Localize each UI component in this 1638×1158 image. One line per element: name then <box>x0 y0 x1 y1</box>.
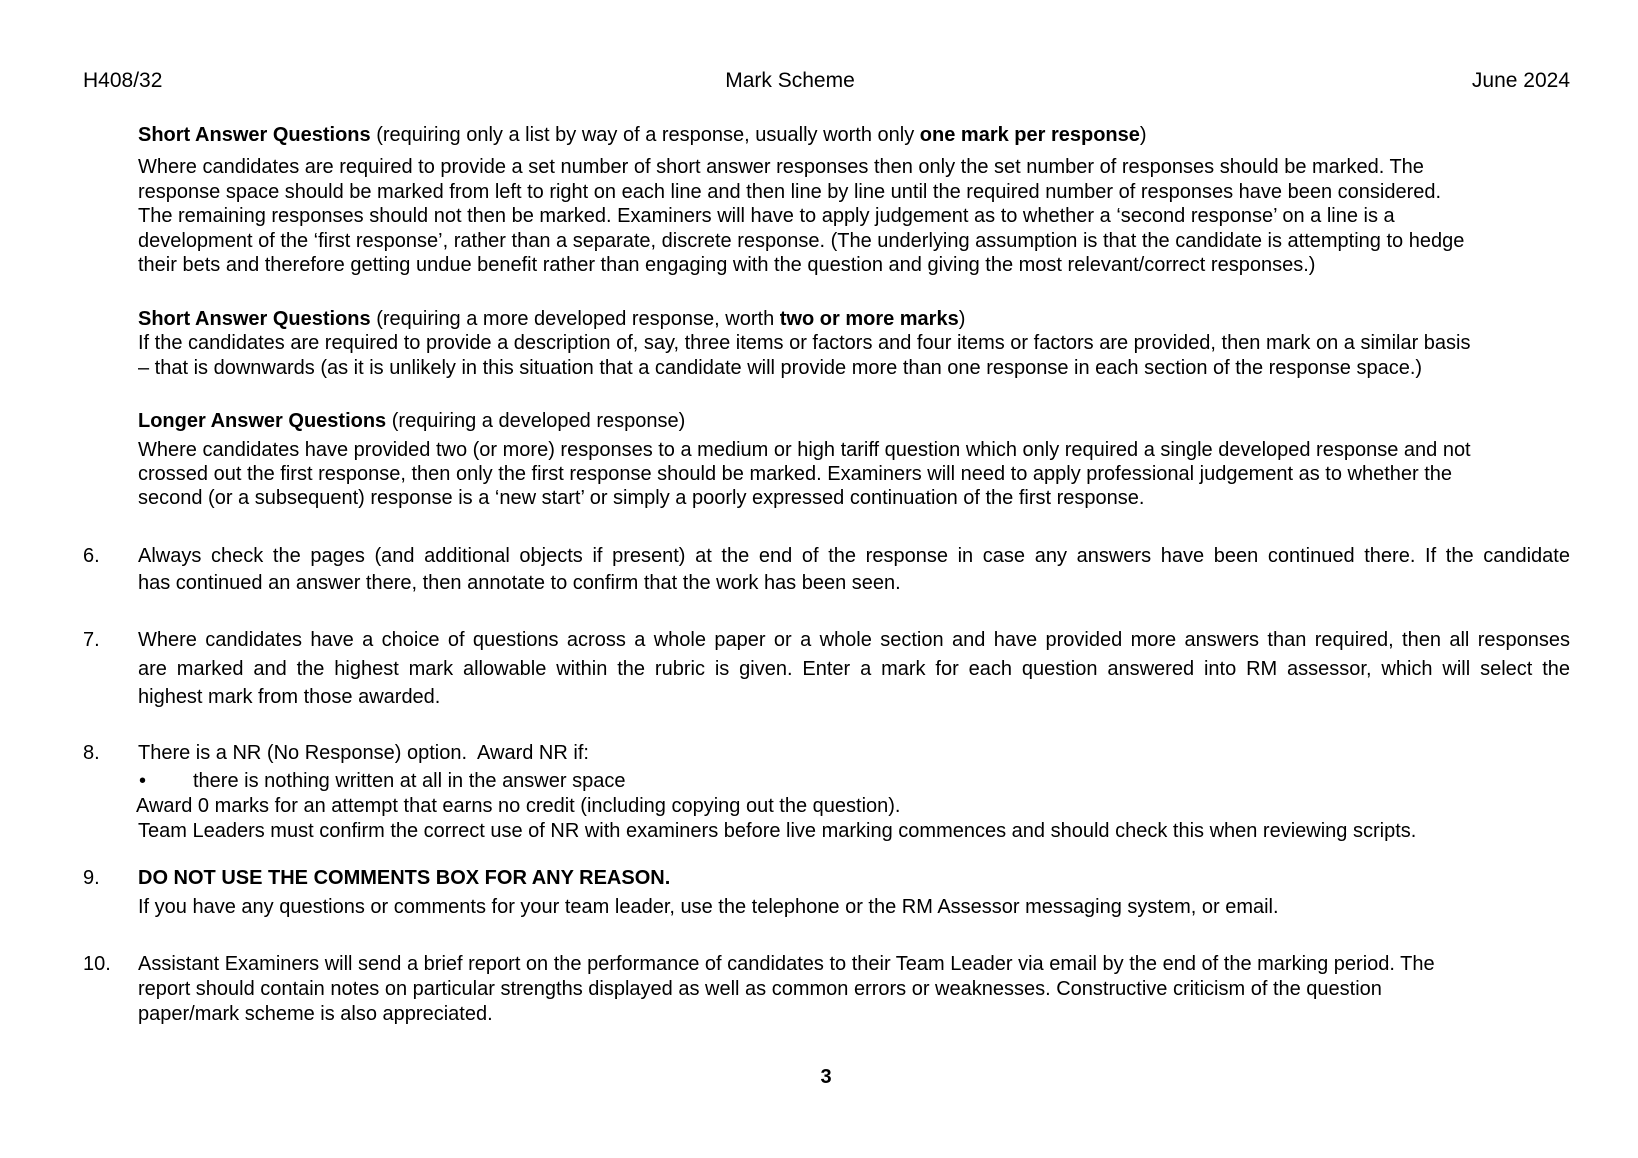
page-number: 3 <box>820 1066 832 1088</box>
saq-developed-paragraph-line: – that is downwards (as it is unlikely in this situation that a candidate will provide more than one response in each section of the response space.) <box>138 357 1423 379</box>
item-10-line: paper/mark scheme is also appreciated. <box>138 1003 493 1025</box>
laq-paragraph-line: Where candidates have provided two (or more) responses to a medium or high tariff question which only required a single developed response and not <box>138 439 1471 461</box>
item-6-line: has continued an answer there, then annotate to confirm that the work has been seen. <box>138 572 901 594</box>
item-8-line: Team Leaders must confirm the correct use of NR with examiners before live marking commences and should check this when reviewing scripts. <box>138 820 1417 842</box>
item-9-number: 9. <box>83 867 100 889</box>
item-7-number: 7. <box>83 629 100 651</box>
item-9-heading: DO NOT USE THE COMMENTS BOX FOR ANY REASON. <box>138 867 671 889</box>
item-6-line: Always check the pages (and additional objects if present) at the end of the response in case any answers have been continued there. If the candidate <box>138 545 1570 567</box>
header-title: Mark Scheme <box>725 69 855 92</box>
item-8-intro: There is a NR (No Response) option. Award NR if: <box>138 742 589 764</box>
item-10-line: Assistant Examiners will send a brief report on the performance of candidates to their Team Leader via email by the end of the marking period. The <box>138 953 1435 975</box>
item-6-number: 6. <box>83 545 100 567</box>
saq-list-heading-close: ) <box>1139 124 1147 146</box>
saq-list-heading <box>138 123 1147 147</box>
saq-developed-heading-desc: (requiring a more developed response, worth <box>370 308 780 330</box>
saq-list-heading-desc: (requiring only a list by way of a response, usually worth only <box>370 124 920 146</box>
item-8-number: 8. <box>83 742 100 764</box>
saq-list-paragraph-line: The remaining responses should not then be marked. Examiners will have to apply judgement as to whether a ‘second response’ on a line is a <box>138 205 1395 227</box>
saq-list-heading-bold: Short Answer Questions <box>138 124 371 146</box>
item-8-bullet-text: there is nothing written at all in the answer space <box>193 770 626 792</box>
item-10-number: 10. <box>83 953 111 975</box>
item-7-line: highest mark from those awarded. <box>138 686 441 708</box>
laq-paragraph-line: crossed out the first response, then only the first response should be marked. Examiners will need to apply professional judgement as to whether the <box>138 463 1453 485</box>
saq-developed-heading-bold: Short Answer Questions <box>138 308 371 330</box>
laq-heading-bold: Longer Answer Questions <box>138 410 387 432</box>
laq-heading <box>138 409 685 433</box>
saq-list-paragraph-line: response space should be marked from left to right on each line and then line by line until the required number of responses have been considered. <box>138 181 1442 203</box>
saq-list-paragraph-line: Where candidates are required to provide a set number of short answer responses then only the set number of responses should be marked. The <box>138 156 1424 178</box>
saq-list-paragraph-line: their bets and therefore getting undue benefit rather than engaging with the question and giving the most relevant/correct responses.) <box>138 254 1316 276</box>
header-paper-code: H408/32 <box>83 69 163 92</box>
laq-paragraph-line: second (or a subsequent) response is a ‘new start’ or simply a poorly expressed continuation of the first response. <box>138 487 1145 509</box>
laq-heading-desc: (requiring a developed response) <box>386 410 686 432</box>
item-7-line: Where candidates have a choice of questions across a whole paper or a whole section and have provided more answers than required, then all responses <box>138 629 1570 651</box>
bullet-icon: • <box>139 770 147 792</box>
saq-developed-paragraph-line: If the candidates are required to provide a description of, say, three items or factors and four items or factors are provided, then mark on a similar basis <box>138 332 1471 354</box>
saq-list-heading-marks: one mark per response <box>919 124 1140 146</box>
saq-developed-heading <box>138 307 965 331</box>
header-date: June 2024 <box>1471 69 1570 92</box>
saq-developed-heading-marks: two or more marks <box>779 308 959 330</box>
item-8-line: Award 0 marks for an attempt that earns no credit (including copying out the question). <box>136 795 901 817</box>
item-9-line: If you have any questions or comments for your team leader, use the telephone or the RM Assessor messaging system, or email. <box>138 896 1279 918</box>
saq-list-paragraph-line: development of the ‘first response’, rather than a separate, discrete response. (The underlying assumption is that the candidate is attempting to hedge <box>138 230 1465 252</box>
item-10-line: report should contain notes on particular strengths displayed as well as common errors or weaknesses. Constructive criticism of the question <box>138 978 1382 1000</box>
item-7-line: are marked and the highest mark allowable within the rubric is given. Enter a mark for each question answered into RM assessor, which will select the <box>138 658 1570 680</box>
saq-developed-heading-close: ) <box>958 308 966 330</box>
